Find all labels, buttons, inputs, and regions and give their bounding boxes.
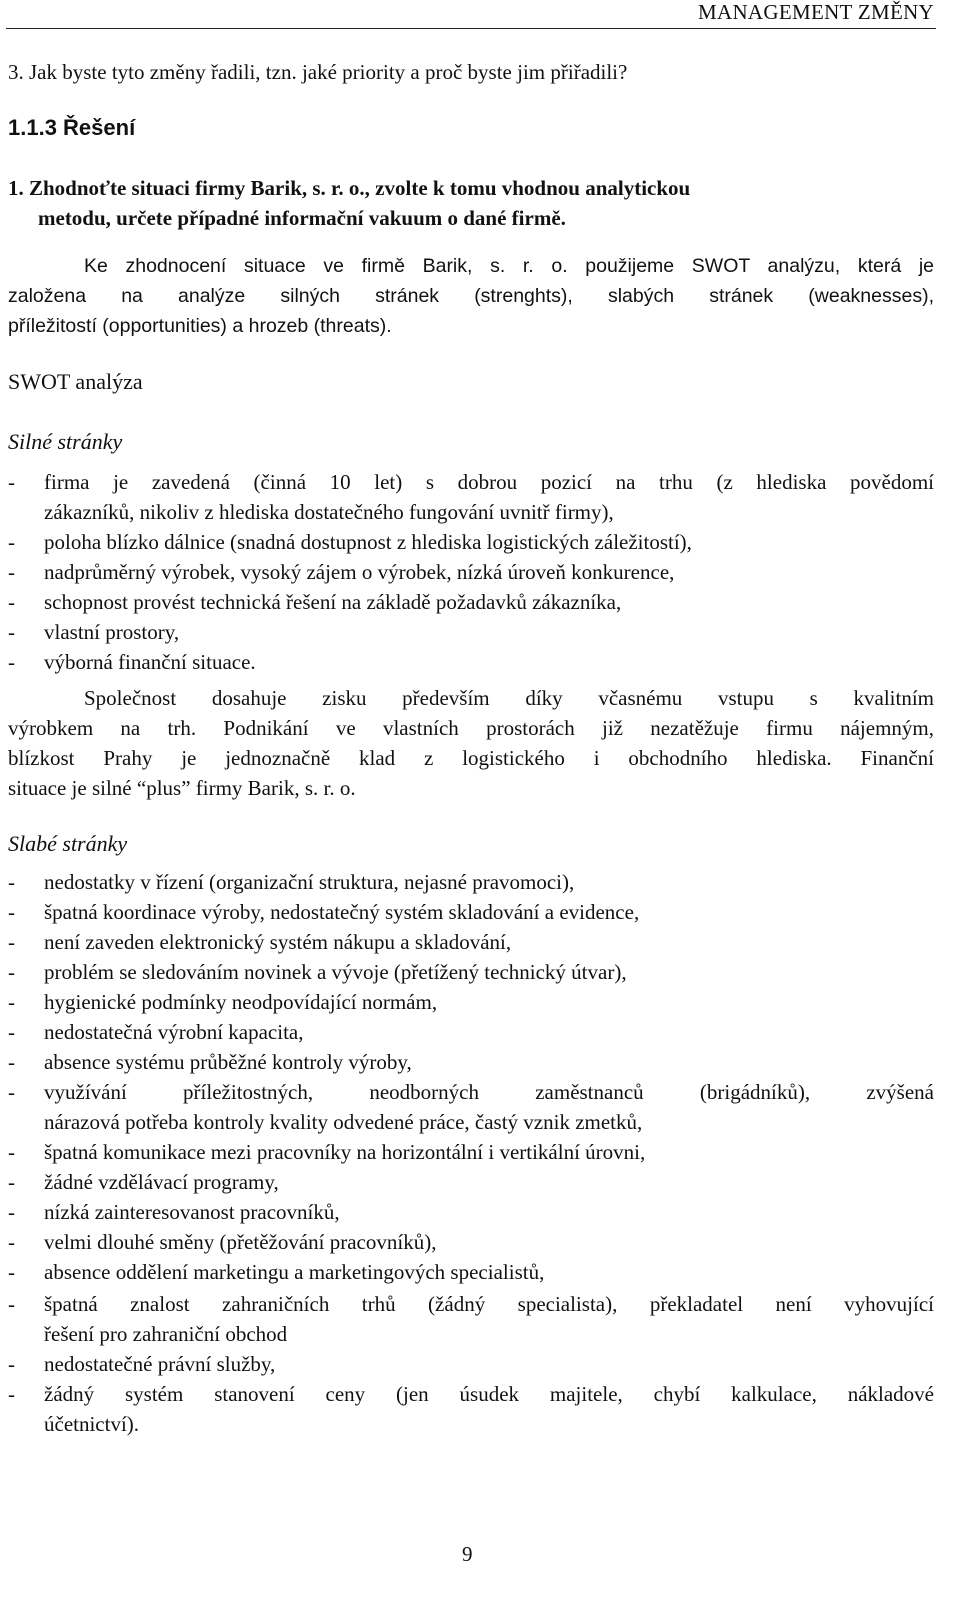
weakness-item-14-line-2: řešení pro zahraniční obchod [44, 1322, 288, 1346]
weakness-item-text: nedostatečná výrobní kapacita, [44, 1020, 304, 1044]
summary-line-3: blízkost Prahy je jednoznačně klad z logistického i obchodního hlediska. Finanční [8, 746, 934, 770]
weakness-item-text: nedostatky v řízení (organizační struktura, nejasné pravomoci), [44, 870, 575, 894]
weakness-item-text: problém se sledováním novinek a vývoje (přetížený technický útvar), [44, 960, 627, 984]
bullet-dash: - [8, 1080, 15, 1104]
bullet-dash: - [8, 1050, 15, 1074]
weakness-item-text: špatná komunikace mezi pracovníky na horizontální i vertikální úrovni, [44, 1140, 646, 1164]
bullet-dash: - [8, 560, 15, 584]
bullet-dash: - [8, 870, 15, 894]
strength-item-1-line-2: zákazníků, nikoliv z hlediska dostatečného fungování uvnitř firmy), [44, 500, 614, 524]
weakness-item-text: není zaveden elektronický systém nákupu a skladování, [44, 930, 512, 954]
summary-line-2: výrobkem na trh. Podnikání ve vlastních prostorách již nezatěžuje firmu nájemným, [8, 716, 934, 740]
intro-line-1: Ke zhodnocení situace ve firmě Barik, s. r. o. použijeme SWOT analýzu, která je [84, 255, 934, 277]
bullet-dash: - [8, 1230, 15, 1254]
weakness-item-text: absence oddělení marketingu a marketingových specialistů, [44, 1260, 545, 1284]
bullet-dash: - [8, 530, 15, 554]
bullet-dash: - [8, 900, 15, 924]
swot-heading: SWOT analýza [8, 369, 143, 394]
weakness-item-16-line-1: žádný systém stanovení ceny (jen úsudek majitele, chybí kalkulace, nákladové [44, 1382, 934, 1406]
strengths-heading: Silné stránky [8, 429, 123, 454]
weakness-item-text: nedostatečné právní služby, [44, 1352, 276, 1376]
bullet-dash: - [8, 470, 15, 494]
task-1-line-1: 1. Zhodnoťte situaci firmy Barik, s. r. o., zvolte k tomu vhodnou analytickou [8, 176, 691, 200]
weaknesses-heading: Slabé stránky [8, 831, 128, 856]
strength-item-text: poloha blízko dálnice (snadná dostupnost z hlediska logistických záležitostí), [44, 530, 692, 554]
bullet-dash: - [8, 1292, 15, 1316]
intro-line-3: příležitostí (opportunities) a hrozeb (threats). [8, 315, 392, 337]
task-1-line-2: metodu, určete případné informační vakuum o dané firmě. [38, 206, 566, 230]
weakness-item-text: špatná koordinace výroby, nedostatečný systém skladování a evidence, [44, 900, 640, 924]
bullet-dash: - [8, 1140, 15, 1164]
bullet-dash: - [8, 1200, 15, 1224]
running-header: MANAGEMENT ZMĚNY [698, 0, 934, 24]
question-3: 3. Jak byste tyto změny řadili, tzn. jaké priority a proč byste jim přiřadili? [8, 60, 628, 84]
weakness-item-text: hygienické podmínky neodpovídající normám, [44, 990, 438, 1014]
strength-item-1-line-1: firma je zavedená (činná 10 let) s dobrou pozicí na trhu (z hlediska povědomí [44, 470, 934, 494]
bullet-dash: - [8, 1382, 15, 1406]
summary-line-4: situace je silné “plus” firmy Barik, s. r. o. [8, 776, 356, 800]
strength-item-text: vlastní prostory, [44, 620, 180, 644]
weakness-item-8-line-1: využívání příležitostných, neodborných zaměstnanců (brigádníků), zvýšená [44, 1080, 934, 1104]
weakness-item-16-line-2: účetnictví). [44, 1412, 140, 1436]
bullet-dash: - [8, 590, 15, 614]
strength-item-text: výborná finanční situace. [44, 650, 256, 674]
bullet-dash: - [8, 930, 15, 954]
weakness-item-8-line-2: nárazová potřeba kontroly kvality odvedené práce, častý vznik zmetků, [44, 1110, 643, 1134]
page-number: 9 [462, 1542, 473, 1566]
header-rule [6, 28, 936, 29]
summary-line-1: Společnost dosahuje zisku především díky včasnému vstupu s kvalitním [84, 686, 934, 710]
bullet-dash: - [8, 1020, 15, 1044]
strength-item-text: nadprůměrný výrobek, vysoký zájem o výrobek, nízká úroveň konkurence, [44, 560, 675, 584]
weakness-item-14-line-1: špatná znalost zahraničních trhů (žádný specialista), překladatel není vyhovující [44, 1292, 934, 1316]
weakness-item-text: absence systému průběžné kontroly výroby, [44, 1050, 412, 1074]
intro-line-2: založena na analýze silných stránek (strenghts), slabých stránek (weaknesses), [8, 285, 934, 307]
weakness-item-text: žádné vzdělávací programy, [44, 1170, 279, 1194]
weakness-item-text: nízká zainteresovanost pracovníků, [44, 1200, 340, 1224]
bullet-dash: - [8, 1260, 15, 1284]
bullet-dash: - [8, 990, 15, 1014]
section-heading: 1.1.3 Řešení [8, 115, 136, 140]
bullet-dash: - [8, 1352, 15, 1376]
bullet-dash: - [8, 1170, 15, 1194]
bullet-dash: - [8, 650, 15, 674]
weakness-item-text: velmi dlouhé směny (přetěžování pracovníků), [44, 1230, 437, 1254]
bullet-dash: - [8, 960, 15, 984]
bullet-dash: - [8, 620, 15, 644]
strength-item-text: schopnost provést technická řešení na základě požadavků zákazníka, [44, 590, 622, 614]
